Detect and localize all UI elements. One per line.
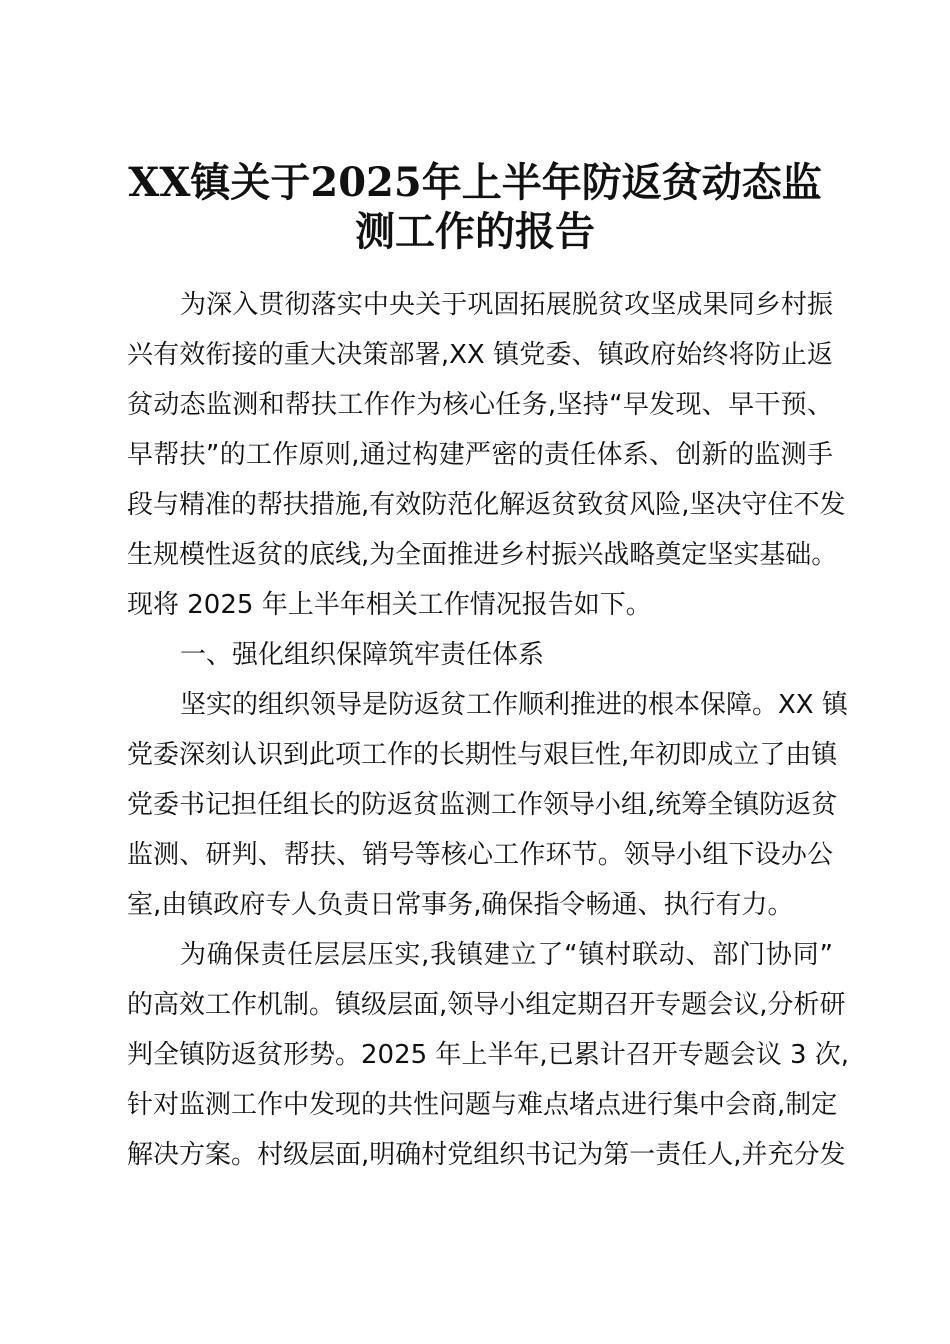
paragraph-line: 室,由镇政府专人负责日常事务,确保指令畅通、执行有力。 bbox=[127, 890, 794, 920]
paragraph-line: 监测、研判、帮扶、销号等核心工作环节。领导小组下设办公 bbox=[127, 840, 833, 870]
intro-line: 为深入贯彻落实中央关于巩固拓展脱贫攻坚成果同乡村振 bbox=[180, 290, 833, 320]
section-heading: 一、强化组织保障筑牢责任体系 bbox=[180, 640, 545, 670]
intro-line: 早帮扶”的工作原则,通过构建严密的责任体系、创新的监测手 bbox=[127, 440, 833, 470]
document-title-line-2: 测工作的报告 bbox=[355, 208, 595, 255]
paragraph-line: 解决方案。村级层面,明确村党组织书记为第一责任人,并充分发 bbox=[127, 1140, 846, 1170]
intro-line: 生规模性返贫的底线,为全面推进乡村振兴战略奠定坚实基础。 bbox=[127, 540, 838, 570]
paragraph-line: 为确保责任层层压实,我镇建立了“镇村联动、部门协同” bbox=[180, 940, 833, 970]
paragraph-line: 党委书记担任组长的防返贫监测工作领导小组,统筹全镇防返贫 bbox=[127, 790, 838, 820]
paragraph-line: 判全镇防返贫形势。2025 年上半年,已累计召开专题会议 3 次, bbox=[127, 1040, 850, 1070]
document-title-line-1: XX镇关于2025年上半年防返贫动态监 bbox=[128, 159, 822, 206]
intro-line: 贫动态监测和帮扶工作作为核心任务,坚持“早发现、早干预、 bbox=[127, 390, 833, 420]
intro-line: 段与精准的帮扶措施,有效防范化解返贫致贫风险,坚决守住不发 bbox=[127, 490, 846, 520]
paragraph-line: 坚实的组织领导是防返贫工作顺利推进的根本保障。XX 镇 bbox=[180, 690, 848, 720]
paragraph-line: 针对监测工作中发现的共性问题与难点堵点进行集中会商,制定 bbox=[127, 1090, 838, 1120]
document-body bbox=[127, 280, 850, 1180]
intro-line: 现将 2025 年上半年相关工作情况报告如下。 bbox=[127, 590, 652, 620]
paragraph-line: 党委深刻认识到此项工作的长期性与艰巨性,年初即成立了由镇 bbox=[127, 740, 838, 770]
intro-line: 兴有效衔接的重大决策部署,XX 镇党委、镇政府始终将防止返 bbox=[127, 340, 833, 370]
paragraph-line: 的高效工作机制。镇级层面,领导小组定期召开专题会议,分析研 bbox=[127, 990, 846, 1020]
